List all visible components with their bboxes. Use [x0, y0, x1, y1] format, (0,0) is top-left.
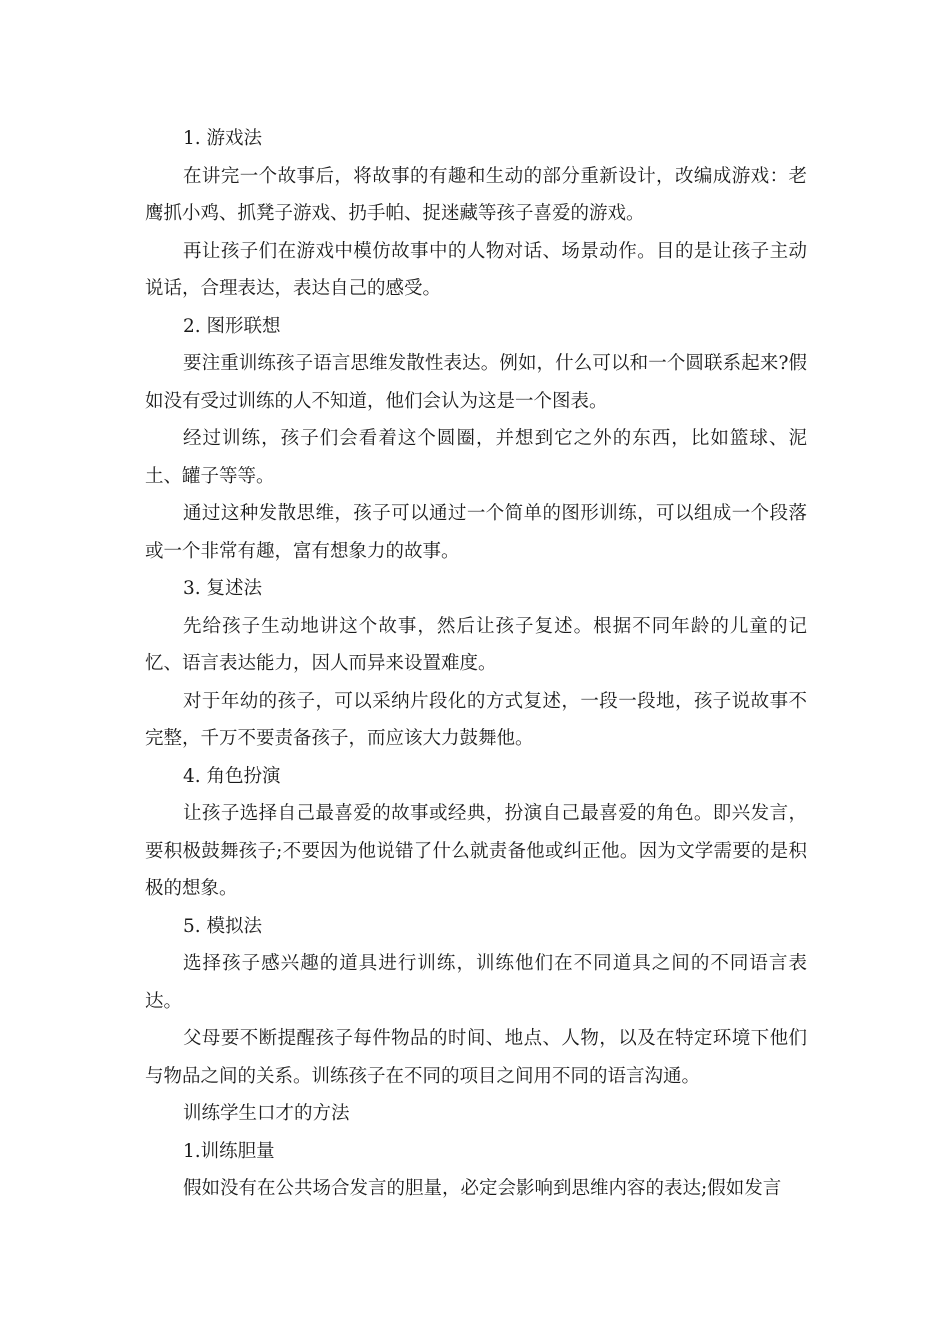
document-page: [145, 120, 807, 1208]
paragraph: 对于年幼的孩子，可以采纳片段化的方式复述，一段一段地，孩子说故事不完整，千万不要责备孩子，而应该大力鼓舞他。: [145, 690, 807, 749]
paragraph: 经过训练，孩子们会看着这个圆圈，并想到它之外的东西，比如篮球、泥土、罐子等等。: [145, 428, 807, 487]
section-heading-eloquence-methods: 训练学生口才的方法: [183, 1103, 350, 1124]
paragraph: 在讲完一个故事后，将故事的有趣和生动的部分重新设计，改编成游戏：老鹰抓小鸡、抓凳子游戏、扔手帕、捉迷藏等孩子喜爱的游戏。: [145, 165, 807, 224]
section-heading-shape-association: 2. 图形联想: [183, 315, 281, 337]
paragraph: 假如没有在公共场合发言的胆量，必定会影响到思维内容的表达;假如发言: [183, 1178, 782, 1199]
paragraph: 选择孩子感兴趣的道具进行训练，训练他们在不同道具之间的不同语言表达。: [145, 953, 807, 1012]
paragraph: 要注重训练孩子语言思维发散性表达。例如，什么可以和一个圆联系起来?假如没有受过训练的人不知道，他们会认为这是一个图表。: [145, 353, 807, 412]
paragraph: 先给孩子生动地讲这个故事，然后让孩子复述。根据不同年龄的儿童的记忆、语言表达能力，因人而异来设置难度。: [145, 615, 807, 674]
section-heading-role-play: 4. 角色扮演: [183, 765, 281, 787]
section-heading-retelling: 3. 复述法: [183, 578, 263, 599]
section-heading-courage: 1.训练胆量: [183, 1140, 275, 1162]
section-heading-game: 1. 游戏法: [183, 128, 263, 149]
paragraph: 让孩子选择自己最喜爱的故事或经典，扮演自己最喜爱的角色。即兴发言，要积极鼓舞孩子;不要因为他说错了什么就责备他或纠正他。因为文学需要的是积极的想象。: [145, 803, 807, 899]
paragraph: 通过这种发散思维，孩子可以通过一个简单的图形训练，可以组成一个段落或一个非常有趣，富有想象力的故事。: [145, 503, 807, 562]
paragraph: 父母要不断提醒孩子每件物品的时间、地点、人物，以及在特定环境下他们与物品之间的关系。训练孩子在不同的项目之间用不同的语言沟通。: [145, 1028, 807, 1087]
paragraph: 再让孩子们在游戏中模仿故事中的人物对话、场景动作。目的是让孩子主动说话，合理表达，表达自己的感受。: [145, 240, 807, 299]
section-heading-simulation: 5. 模拟法: [183, 915, 263, 937]
